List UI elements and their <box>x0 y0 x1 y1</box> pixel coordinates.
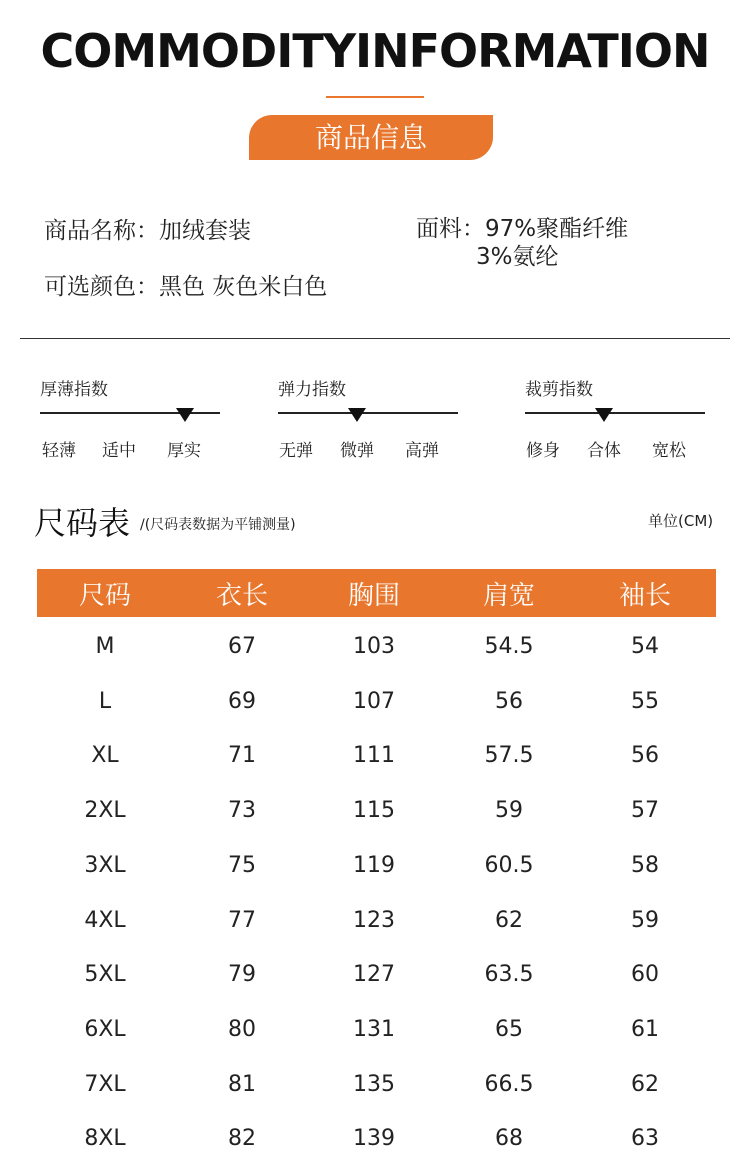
gauge-label: 厚实 <box>167 441 201 461</box>
table-cell: 107 <box>353 688 395 714</box>
gauge-label: 适中 <box>102 441 136 461</box>
table-cell: 56 <box>495 688 523 714</box>
table-cell: 59 <box>631 907 659 933</box>
table-row <box>0 783 750 838</box>
table-cell: L <box>98 688 112 714</box>
table-cell: 135 <box>353 1071 395 1097</box>
table-cell: 54.5 <box>484 634 534 659</box>
section-badge: 商品信息 <box>249 115 493 160</box>
fabric-line-1: 面料：97%聚酯纤维 <box>416 216 629 242</box>
table-row <box>0 1057 750 1112</box>
table-cell: 115 <box>353 798 395 824</box>
table-row <box>0 728 750 783</box>
table-cell: 69 <box>228 688 256 714</box>
table-cell: 111 <box>353 743 395 769</box>
table-cell: 63.5 <box>484 962 534 988</box>
table-cell: 56 <box>631 743 659 769</box>
table-cell: XL <box>91 743 119 769</box>
gauge-label: 合体 <box>587 441 621 461</box>
gauge-marker-icon <box>176 408 194 422</box>
table-cell: 103 <box>353 634 395 659</box>
table-cell: 62 <box>495 907 523 933</box>
column-header-chest: 胸围 <box>347 580 400 611</box>
table-cell: 73 <box>228 798 256 824</box>
gauge-title: 裁剪指数 <box>525 380 593 400</box>
table-cell: 71 <box>228 743 256 769</box>
gauge-title: 厚薄指数 <box>40 380 108 400</box>
table-cell: 4XL <box>84 907 126 933</box>
table-cell: 119 <box>353 852 395 878</box>
table-cell: 127 <box>353 962 395 988</box>
table-row <box>0 1002 750 1057</box>
gauge-thickness <box>40 375 235 465</box>
table-cell: 81 <box>228 1071 256 1097</box>
gauge-label: 修身 <box>526 441 560 461</box>
table-cell: 82 <box>228 1126 256 1152</box>
table-cell: 5XL <box>84 962 126 988</box>
table-cell: 8XL <box>84 1126 126 1152</box>
table-cell: 77 <box>228 907 256 933</box>
fabric-line-2: 3%氨纶 <box>476 244 559 270</box>
product-colors: 可选颜色：黑色 灰色米白色 <box>44 274 328 300</box>
table-cell: 60.5 <box>484 852 534 878</box>
column-header-size: 尺码 <box>78 580 131 611</box>
table-cell: 63 <box>631 1126 659 1152</box>
section-divider <box>20 338 730 339</box>
table-cell: 65 <box>495 1016 523 1042</box>
table-cell: 6XL <box>84 1016 126 1042</box>
gauge-label: 轻薄 <box>42 441 76 461</box>
table-cell: 59 <box>495 798 523 824</box>
table-cell: 66.5 <box>484 1071 534 1097</box>
gauge-label: 高弹 <box>405 441 439 461</box>
table-cell: 58 <box>631 852 659 878</box>
table-cell: 57 <box>631 798 659 824</box>
size-chart-unit: 单位(CM) <box>648 512 714 530</box>
table-row <box>0 674 750 729</box>
table-row <box>0 1111 750 1166</box>
table-cell: 68 <box>495 1126 523 1152</box>
table-cell: 75 <box>228 852 256 878</box>
table-cell: M <box>95 634 115 659</box>
gauge-marker-icon <box>348 408 366 422</box>
table-cell: 61 <box>631 1016 659 1042</box>
table-cell: 7XL <box>84 1071 126 1097</box>
table-cell: 57.5 <box>484 743 534 769</box>
size-chart-title: 尺码表 <box>34 504 131 542</box>
gauge-bar <box>278 412 458 414</box>
gauge-fit <box>525 375 720 465</box>
table-header <box>37 569 716 617</box>
table-cell: 79 <box>228 962 256 988</box>
gauge-marker-icon <box>595 408 613 422</box>
table-cell: 60 <box>631 962 659 988</box>
table-cell: 55 <box>631 688 659 714</box>
column-header-sleeve: 袖长 <box>618 580 671 611</box>
page-title: COMMODITYINFORMATION <box>40 24 710 78</box>
table-cell: 123 <box>353 907 395 933</box>
table-cell: 139 <box>353 1126 395 1152</box>
table-cell: 67 <box>228 634 256 659</box>
title-underline <box>326 96 424 98</box>
size-chart-note: /(尺码表数据为平铺测量) <box>140 517 296 533</box>
gauge-bar <box>525 412 705 414</box>
column-header-length: 衣长 <box>215 580 268 611</box>
table-row <box>0 893 750 948</box>
table-row <box>0 947 750 1002</box>
gauge-title: 弹力指数 <box>278 380 346 400</box>
gauge-elasticity <box>278 375 473 465</box>
gauge-label: 微弹 <box>340 441 374 461</box>
table-cell: 80 <box>228 1016 256 1042</box>
table-row <box>0 619 750 674</box>
gauge-label: 无弹 <box>279 441 313 461</box>
table-cell: 2XL <box>84 798 126 824</box>
product-name: 商品名称：加绒套装 <box>44 218 251 244</box>
table-cell: 62 <box>631 1071 659 1097</box>
column-header-shoulder: 肩宽 <box>482 580 535 611</box>
table-cell: 131 <box>353 1016 395 1042</box>
table-row <box>0 838 750 893</box>
table-cell: 3XL <box>84 852 126 878</box>
table-cell: 54 <box>631 634 659 659</box>
gauge-label: 宽松 <box>652 441 686 461</box>
